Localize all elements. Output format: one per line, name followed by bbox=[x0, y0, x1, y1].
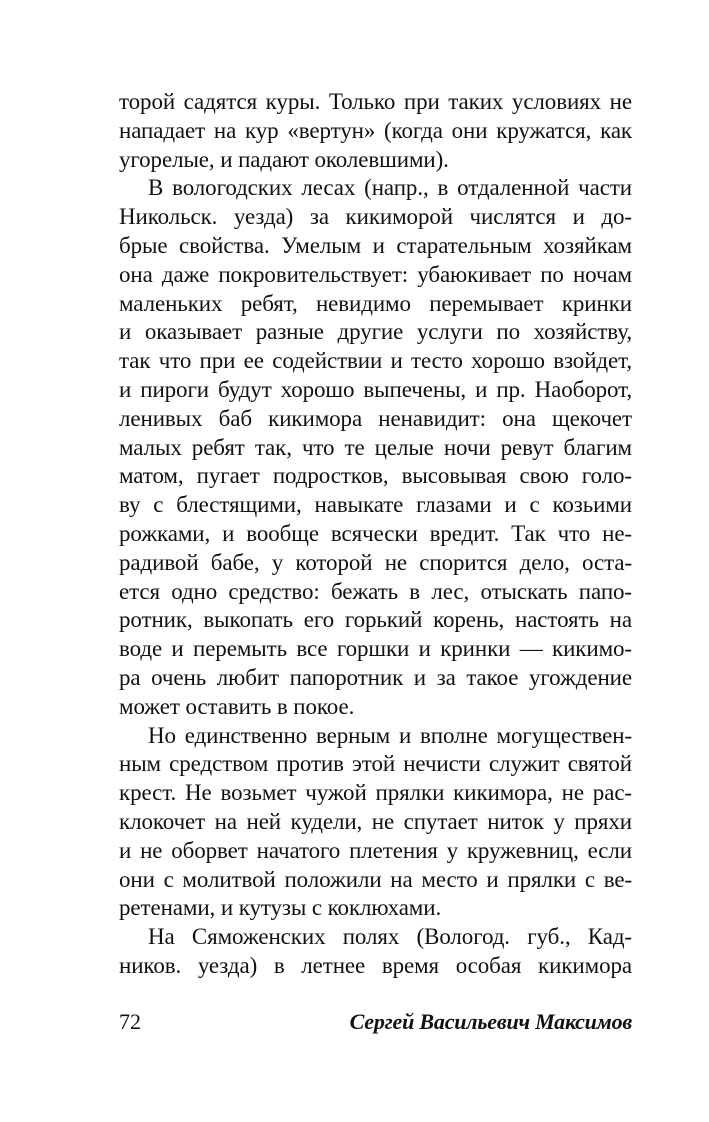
text-line: ется одно средство: бежать в лес, отыскать папо- bbox=[119, 578, 632, 604]
text-line: рожками, и вообще всячески вредит. Так что не- bbox=[119, 520, 632, 546]
text-line: так что при ее содействии и тесто хорошо взойдет, bbox=[119, 348, 632, 374]
text-line: торой садятся куры. Только при таких условиях не bbox=[119, 89, 632, 114]
text-line: ленивых баб кикимора ненавидит: она щекочет bbox=[119, 405, 632, 431]
text-line: ра очень любит папоротник и за такое угождение bbox=[119, 664, 632, 690]
text-line: они с молитвой положили на место и прялки с ве- bbox=[119, 866, 632, 892]
paragraph-first-line: Но единственно верным и вполне могуществен- bbox=[148, 722, 632, 748]
text-line: может оставить в покое. bbox=[119, 693, 355, 719]
text-line: и пироги будут хорошо выпечены, и пр. Наоборот, bbox=[119, 376, 632, 402]
text-line: брые свойства. Умелым и старательным хозяйкам bbox=[119, 232, 632, 258]
text-line: матом, пугает подростков, высовывая свою голо- bbox=[119, 463, 632, 489]
text-line: радивой бабе, у которой не спорится дело, оста- bbox=[119, 549, 632, 575]
text-line: и оказывает разные другие услуги по хозяйству, bbox=[119, 319, 632, 345]
text-line: маленьких ребят, невидимо перемывает кринки bbox=[119, 290, 632, 316]
text-line: ротник, выкопать его горький корень, настоять на bbox=[119, 607, 632, 633]
text-line: воде и перемыть все горшки и кринки — кикимо- bbox=[119, 636, 632, 662]
text-line: и не оборвет начатого плетения у кружевниц, если bbox=[119, 837, 632, 863]
page-number: 72 bbox=[119, 1009, 141, 1034]
running-footer-author: Сергей Васильевич Максимов bbox=[349, 1009, 632, 1034]
body-text bbox=[119, 88, 632, 981]
text-line: крест. Не возьмет чужой прялки кикимора, не рас- bbox=[119, 780, 632, 806]
paragraph-first-line: В вологодских лесах (напр., в отдаленной части bbox=[148, 175, 632, 201]
text-line: ным средством против этой нечисти служит святой bbox=[119, 751, 632, 777]
text-line: ву с блестящими, навыкате глазами и с козьими bbox=[119, 492, 632, 518]
text-line: малых ребят так, что те целые ночи ревут благим bbox=[119, 434, 632, 460]
text-line: ретенами, и кутузы с коклюхами. bbox=[119, 895, 442, 921]
paragraph-first-line: На Сяможенских полях (Вологод. губ., Кад- bbox=[148, 924, 632, 950]
text-line: угорелые, и падают околевшими). bbox=[119, 146, 449, 172]
text-line: она даже покровительствует: убаюкивает по ночам bbox=[119, 261, 632, 287]
text-line: клокочет на ней кудели, не спутает ниток у пряхи bbox=[119, 808, 632, 834]
text-line: нападает на кур «вертун» (когда они кружатся, как bbox=[119, 117, 632, 143]
text-line: Никольск. уезда) за кикиморой числятся и до- bbox=[119, 204, 632, 230]
text-line: ников. уезда) в летнее время особая кикимора bbox=[119, 952, 632, 978]
page-footer bbox=[119, 1007, 632, 1037]
